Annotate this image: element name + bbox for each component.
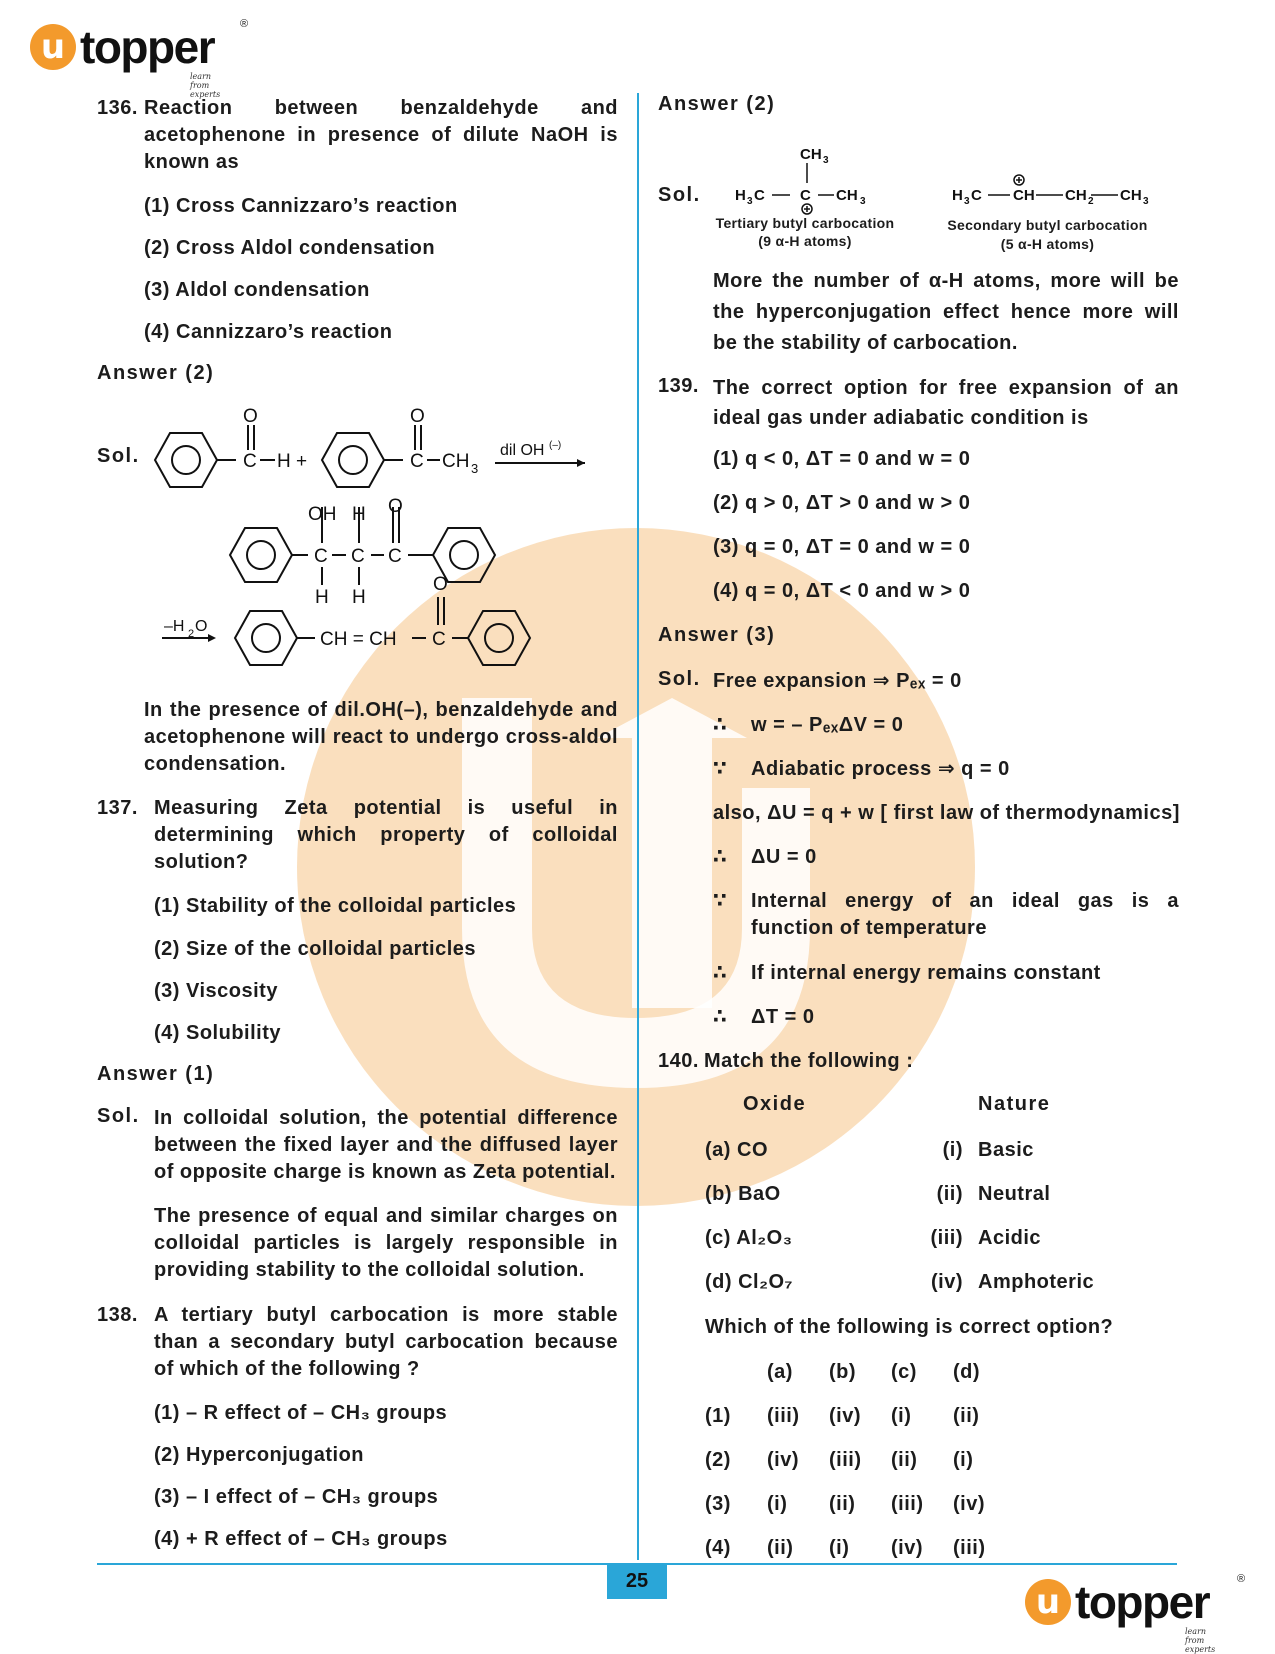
opt-header-a: (a) <box>767 1360 793 1383</box>
q139-option-2: (2) q > 0, ΔT > 0 and w > 0 <box>713 492 971 514</box>
q139-step-7: ΔT = 0 <box>751 1006 815 1028</box>
svg-text:H: H <box>315 587 329 608</box>
svg-text:(–): (–) <box>549 440 562 451</box>
match-right-num-i: (i) <box>942 1139 963 1161</box>
svg-text:2: 2 <box>188 628 195 640</box>
q138-option-3: (3) – I effect of – CH₃ groups <box>154 1486 439 1508</box>
svg-text:2: 2 <box>1088 196 1094 207</box>
option-row-label: (2) <box>705 1448 731 1471</box>
match-right-num-iv: (iv) <box>931 1271 963 1293</box>
q136-option-1: (1) Cross Cannizzaro’s reaction <box>144 195 458 217</box>
option-cell: (iv) <box>829 1404 861 1427</box>
option-cell: (iv) <box>767 1448 799 1471</box>
q140-prompt: Which of the following is correct option? <box>705 1316 1114 1338</box>
match-right-iii: Acidic <box>978 1227 1042 1249</box>
svg-text:3: 3 <box>1143 196 1149 207</box>
opt-header-d: (d) <box>953 1360 981 1383</box>
q137-option-3: (3) Viscosity <box>154 980 278 1002</box>
q136-number: 136. <box>97 97 138 119</box>
q136-option-3: (3) Aldol condensation <box>144 279 370 301</box>
brand-logo <box>30 18 249 99</box>
logo-tagline: learn from experts <box>190 72 221 99</box>
column-divider <box>637 93 639 1560</box>
match-right-num-iii: (iii) <box>930 1227 963 1249</box>
match-left-d: (d) Cl₂O₇ <box>705 1271 794 1293</box>
svg-text:CH: CH <box>800 146 822 163</box>
q140-number: 140. <box>658 1050 699 1072</box>
footer-logo-text: topper <box>1075 1576 1210 1628</box>
svg-text:C: C <box>314 546 328 567</box>
secondary-label: Secondary butyl carbocation <box>947 217 1148 233</box>
q139-option-4: (4) q = 0, ΔT < 0 and w > 0 <box>713 580 971 602</box>
tertiary-label: Tertiary butyl carbocation <box>715 215 895 231</box>
svg-text:O: O <box>410 406 425 427</box>
q139-step-0: Free expansion ⇒ Pₑₓ = 0 <box>713 670 962 692</box>
options-header-row <box>705 1350 1015 1394</box>
logo-u-icon: u <box>30 24 76 70</box>
match-right-iv: Amphoteric <box>978 1271 1095 1293</box>
q139-step-5-symbol: ∵ <box>713 890 728 912</box>
svg-text:CH: CH <box>1065 187 1087 204</box>
q136-answer: Answer (2) <box>97 362 215 384</box>
q137-option-2: (2) Size of the colloidal particles <box>154 938 477 960</box>
footer-logo-u-icon: u <box>1025 1579 1071 1625</box>
svg-text:CH: CH <box>442 451 470 472</box>
svg-text:C: C <box>243 451 257 472</box>
svg-text:H: H <box>352 587 366 608</box>
svg-text:H: H <box>352 504 366 525</box>
q139-step-2-symbol: ∵ <box>713 758 728 780</box>
q136-question: Reaction between benzaldehyde and acetophenone in presence of dilute NaOH is known as <box>144 97 618 173</box>
option-row-label: (3) <box>705 1492 731 1515</box>
svg-text:C: C <box>971 187 982 204</box>
match-right-i: Basic <box>978 1139 1034 1161</box>
q139-step-6-symbol: ∴ <box>713 962 728 984</box>
svg-text:3: 3 <box>823 155 829 166</box>
q139-step-1: w = – PₑₓΔV = 0 <box>751 714 904 736</box>
q139-answer: Answer (3) <box>658 624 776 646</box>
svg-text:CH: CH <box>1013 187 1035 204</box>
svg-text:C: C <box>351 546 365 567</box>
svg-text:C: C <box>410 451 424 472</box>
q139-option-1: (1) q < 0, ΔT = 0 and w = 0 <box>713 448 971 470</box>
aldol-reaction-scheme <box>150 405 590 680</box>
match-right-ii: Neutral <box>978 1183 1051 1205</box>
option-cell: (ii) <box>829 1492 856 1515</box>
match-left-b: (b) BaO <box>705 1183 781 1205</box>
q136-option-4: (4) Cannizzaro’s reaction <box>144 321 393 343</box>
option-row-2 <box>705 1438 1015 1482</box>
carbocation-structures <box>730 145 1180 220</box>
option-cell: (iv) <box>953 1492 985 1515</box>
q138-option-1: (1) – R effect of – CH₃ groups <box>154 1402 448 1424</box>
logo-text: topper <box>80 21 215 73</box>
q138-answer: Answer (2) <box>658 93 776 115</box>
footer-brand-logo <box>1025 1573 1246 1654</box>
q136-option-2: (2) Cross Aldol condensation <box>144 237 436 259</box>
registered-mark: ® <box>240 18 249 30</box>
svg-text:H: H <box>952 187 963 204</box>
option-row-1 <box>705 1394 1015 1438</box>
footer-logo-tagline: learn from experts <box>1185 1627 1216 1654</box>
q138-sol-label: Sol. <box>658 184 701 206</box>
option-row-3 <box>705 1482 1015 1526</box>
q140-col1-header: Oxide <box>743 1093 807 1115</box>
svg-text:OH: OH <box>308 504 337 525</box>
q138-option-4: (4) + R effect of – CH₃ groups <box>154 1528 448 1550</box>
svg-text:H: H <box>735 187 746 204</box>
svg-text:C: C <box>388 546 402 567</box>
q140-col2-header: Nature <box>978 1093 1051 1115</box>
svg-text:3: 3 <box>747 196 753 207</box>
option-cell: (iii) <box>953 1536 986 1559</box>
q138-explanation: More the number of α-H atoms, more will be the hyperconjugation effect hence more will be the stability of carbocation. <box>713 270 1179 354</box>
option-cell: (ii) <box>953 1404 980 1427</box>
option-cell: (iii) <box>829 1448 862 1471</box>
option-row-label: (1) <box>705 1404 731 1427</box>
q139-step-2: Adiabatic process ⇒ q = 0 <box>751 758 1010 780</box>
q139-sol-label: Sol. <box>658 668 701 690</box>
option-cell: (i) <box>767 1492 788 1515</box>
option-cell: (i) <box>829 1536 850 1559</box>
svg-text:H +: H + <box>277 451 308 472</box>
svg-text:C: C <box>432 629 446 650</box>
option-cell: (i) <box>891 1404 912 1427</box>
q136-sol-label: Sol. <box>97 445 140 467</box>
q137-sol-paragraph-2: The presence of equal and similar charges on colloidal particles is largely responsible in providing stability to the colloidal solution. <box>154 1205 618 1281</box>
q140-options-table <box>705 1350 1015 1570</box>
option-cell: (iii) <box>767 1404 800 1427</box>
svg-text:dil OH: dil OH <box>500 442 545 459</box>
q136-explanation: In the presence of dil.OH(–), benzaldehyde and acetophenone will react to undergo cross-aldol condensation. <box>144 699 618 775</box>
q138-number: 138. <box>97 1304 138 1326</box>
svg-text:O: O <box>433 574 448 595</box>
svg-text:3: 3 <box>964 196 970 207</box>
svg-text:O: O <box>195 618 208 635</box>
q139-number: 139. <box>658 375 699 397</box>
option-cell: (iii) <box>891 1492 924 1515</box>
q139-option-3: (3) q = 0, ΔT = 0 and w = 0 <box>713 536 971 558</box>
svg-text:O: O <box>243 406 258 427</box>
option-cell: (i) <box>953 1448 974 1471</box>
option-cell: (ii) <box>891 1448 918 1471</box>
svg-text:–H: –H <box>164 618 185 635</box>
q137-option-1: (1) Stability of the colloidal particles <box>154 895 517 917</box>
q137-answer: Answer (1) <box>97 1063 215 1085</box>
svg-text:CH: CH <box>836 187 858 204</box>
q137-sol-label: Sol. <box>97 1105 140 1127</box>
q137-number: 137. <box>97 797 138 819</box>
svg-text:C: C <box>754 187 765 204</box>
q138-option-2: (2) Hyperconjugation <box>154 1444 365 1466</box>
q138-question: A tertiary butyl carbocation is more stable than a secondary butyl carbocation because of which of the following ? <box>154 1304 618 1380</box>
svg-text:C: C <box>800 187 811 204</box>
match-left-a: (a) CO <box>705 1139 768 1161</box>
page-number: 25 <box>607 1563 667 1599</box>
match-right-num-ii: (ii) <box>936 1183 963 1205</box>
q139-step-3: also, ΔU = q + w [ first law of thermodynamics] <box>713 802 1180 824</box>
match-left-c: (c) Al₂O₃ <box>705 1227 793 1249</box>
q139-step-6: If internal energy remains constant <box>751 962 1101 984</box>
q137-sol-paragraph-1: In colloidal solution, the potential difference between the fixed layer and the diffused layer of opposite charge is known as Zeta potential. <box>154 1107 618 1183</box>
footer-registered-mark: ® <box>1237 1573 1246 1585</box>
secondary-sublabel: (5 α-H atoms) <box>1000 236 1095 252</box>
q139-step-1-symbol: ∴ <box>713 714 728 736</box>
q137-question: Measuring Zeta potential is useful in determining which property of colloidal solution? <box>154 797 618 873</box>
svg-text:O: O <box>388 496 403 517</box>
svg-text:CH = CH: CH = CH <box>320 629 397 650</box>
svg-text:3: 3 <box>860 196 866 207</box>
opt-header-b: (b) <box>829 1360 857 1383</box>
q139-step-4: ΔU = 0 <box>751 846 817 868</box>
svg-text:CH: CH <box>1120 187 1142 204</box>
q139-step-5: Internal energy of an ideal gas is a function of temperature <box>751 890 1179 939</box>
svg-text:3: 3 <box>471 461 479 476</box>
tertiary-sublabel: (9 α-H atoms) <box>758 233 852 249</box>
option-cell: (ii) <box>767 1536 794 1559</box>
option-cell: (iv) <box>891 1536 923 1559</box>
q139-step-7-symbol: ∴ <box>713 1006 728 1028</box>
option-row-label: (4) <box>705 1536 731 1559</box>
option-row-4 <box>705 1526 1015 1570</box>
q139-question: The correct option for free expansion of an ideal gas under adiabatic condition is <box>713 377 1179 429</box>
opt-header-c: (c) <box>891 1360 917 1383</box>
q140-question: Match the following : <box>704 1050 914 1072</box>
q139-step-4-symbol: ∴ <box>713 846 728 868</box>
q137-option-4: (4) Solubility <box>154 1022 281 1044</box>
